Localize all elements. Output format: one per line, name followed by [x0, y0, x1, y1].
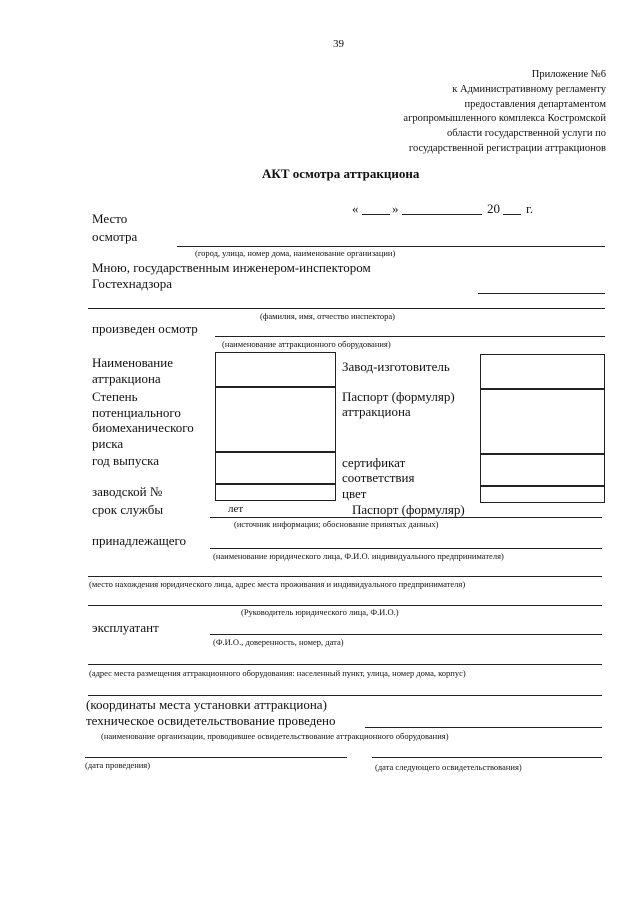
conducted-date-field[interactable]	[85, 757, 347, 758]
date-year-field[interactable]	[503, 214, 521, 215]
color-box[interactable]	[480, 485, 605, 503]
name-box[interactable]	[215, 352, 336, 388]
header-line-3: предоставления департаментом	[464, 98, 606, 110]
risk-label-1: Степень	[92, 389, 138, 404]
next-date-caption: (дата следующего освидетельствования)	[375, 762, 522, 772]
place-caption: (город, улица, номер дома, наименование организации)	[195, 248, 396, 258]
risk-label-2: потенциального	[92, 405, 181, 420]
header-line-6: государственной регистрации аттракционов	[408, 142, 606, 154]
name-label-2: аттракциона	[92, 371, 161, 386]
date-close-quote: »	[392, 201, 399, 216]
conducted-date-caption: (дата проведения)	[85, 760, 151, 770]
place-field[interactable]	[177, 246, 605, 247]
inspector-caption: (фамилия, имя, отчество инспектора)	[260, 311, 395, 321]
cert-label-1: сертификат	[342, 455, 406, 470]
tech-caption: (наименование организации, проводившее освидетельствование аттракционного оборудования)	[101, 731, 449, 741]
risk-label-3: биомеханического	[92, 420, 194, 435]
life-source-line[interactable]	[210, 517, 602, 518]
maker-box[interactable]	[480, 354, 605, 390]
coords-field[interactable]	[88, 695, 602, 696]
operator-address-field[interactable]	[88, 664, 602, 665]
passport-formular-label: Паспорт (формуляр)	[352, 502, 465, 517]
life-label: срок службы	[92, 502, 164, 517]
inspection-field[interactable]	[215, 336, 605, 337]
life-unit: лет	[228, 503, 244, 515]
risk-label-4: риска	[92, 436, 124, 451]
color-label: цвет	[342, 486, 367, 501]
cert-label-2: соответствия	[342, 470, 415, 485]
date-month-field[interactable]	[402, 214, 482, 215]
appendix-header	[403, 68, 606, 157]
header-line-1: Приложение №6	[531, 69, 606, 80]
date-open-quote: «	[352, 201, 359, 216]
place-label-1: Место	[92, 211, 128, 226]
source-caption: (источник информации; обоснование принятых данных)	[234, 519, 439, 529]
inspector-label-1: Мною, государственным инженером-инспектором	[92, 260, 371, 275]
risk-box[interactable]	[215, 386, 336, 453]
owner-head-caption: (Руководитель юридического лица, Ф.И.О.)	[241, 607, 399, 617]
inspector-field-2[interactable]	[88, 308, 605, 309]
cert-box[interactable]	[480, 453, 605, 487]
operator-address-caption: (адрес места размещения аттракционного оборудования: населенный пункт, улица, номер дома, корпус)	[89, 668, 466, 678]
passport-label-2: аттракциона	[342, 404, 411, 419]
inspection-caption: (наименование аттракционного оборудования)	[222, 339, 391, 349]
inspector-field-1[interactable]	[478, 293, 605, 294]
year-box[interactable]	[215, 451, 336, 485]
owner-caption: (наименование юридического лица, Ф.И.О. индивидуального предпринимателя)	[213, 551, 504, 561]
inspection-label: произведен осмотр	[92, 321, 198, 336]
page-number: 39	[333, 38, 344, 50]
next-date-field[interactable]	[372, 757, 602, 758]
owner-field[interactable]	[210, 548, 602, 549]
document-title: АКТ осмотра аттракциона	[262, 166, 420, 181]
owner-head-field[interactable]	[88, 605, 602, 606]
date-century: 20	[487, 201, 500, 216]
place-label-2: осмотра	[92, 229, 138, 244]
header-line-2: к Административному регламенту	[452, 83, 606, 95]
serial-label: заводской №	[92, 484, 163, 499]
serial-box[interactable]	[215, 483, 336, 501]
tech-label: техническое освидетельствование проведено	[86, 713, 336, 728]
passport-label-1: Паспорт (формуляр)	[342, 389, 455, 404]
header-line-5: области государственной услуги по	[446, 128, 606, 140]
coords-caption: (координаты места установки аттракциона)	[86, 697, 327, 712]
owner-address-field[interactable]	[88, 576, 602, 577]
tech-field[interactable]	[365, 727, 602, 728]
operator-label: эксплуатант	[92, 620, 159, 635]
operator-caption: (Ф.И.О., доверенность, номер, дата)	[213, 637, 344, 647]
operator-field[interactable]	[210, 634, 602, 635]
date-year-suffix: г.	[526, 201, 534, 216]
passport-box[interactable]	[480, 388, 605, 455]
date-day-field[interactable]	[362, 214, 390, 215]
owner-label: принадлежащего	[92, 533, 187, 548]
owner-address-caption: (место нахождения юридического лица, адрес места проживания и индивидуального предпринимателя)	[89, 579, 466, 589]
inspector-label-2: Гостехнадзора	[92, 276, 173, 291]
name-label-1: Наименование	[92, 355, 173, 370]
header-line-4: агропромышленного комплекса Костромской	[403, 113, 606, 125]
year-label: год выпуска	[92, 453, 159, 468]
maker-label: Завод-изготовитель	[342, 359, 450, 374]
